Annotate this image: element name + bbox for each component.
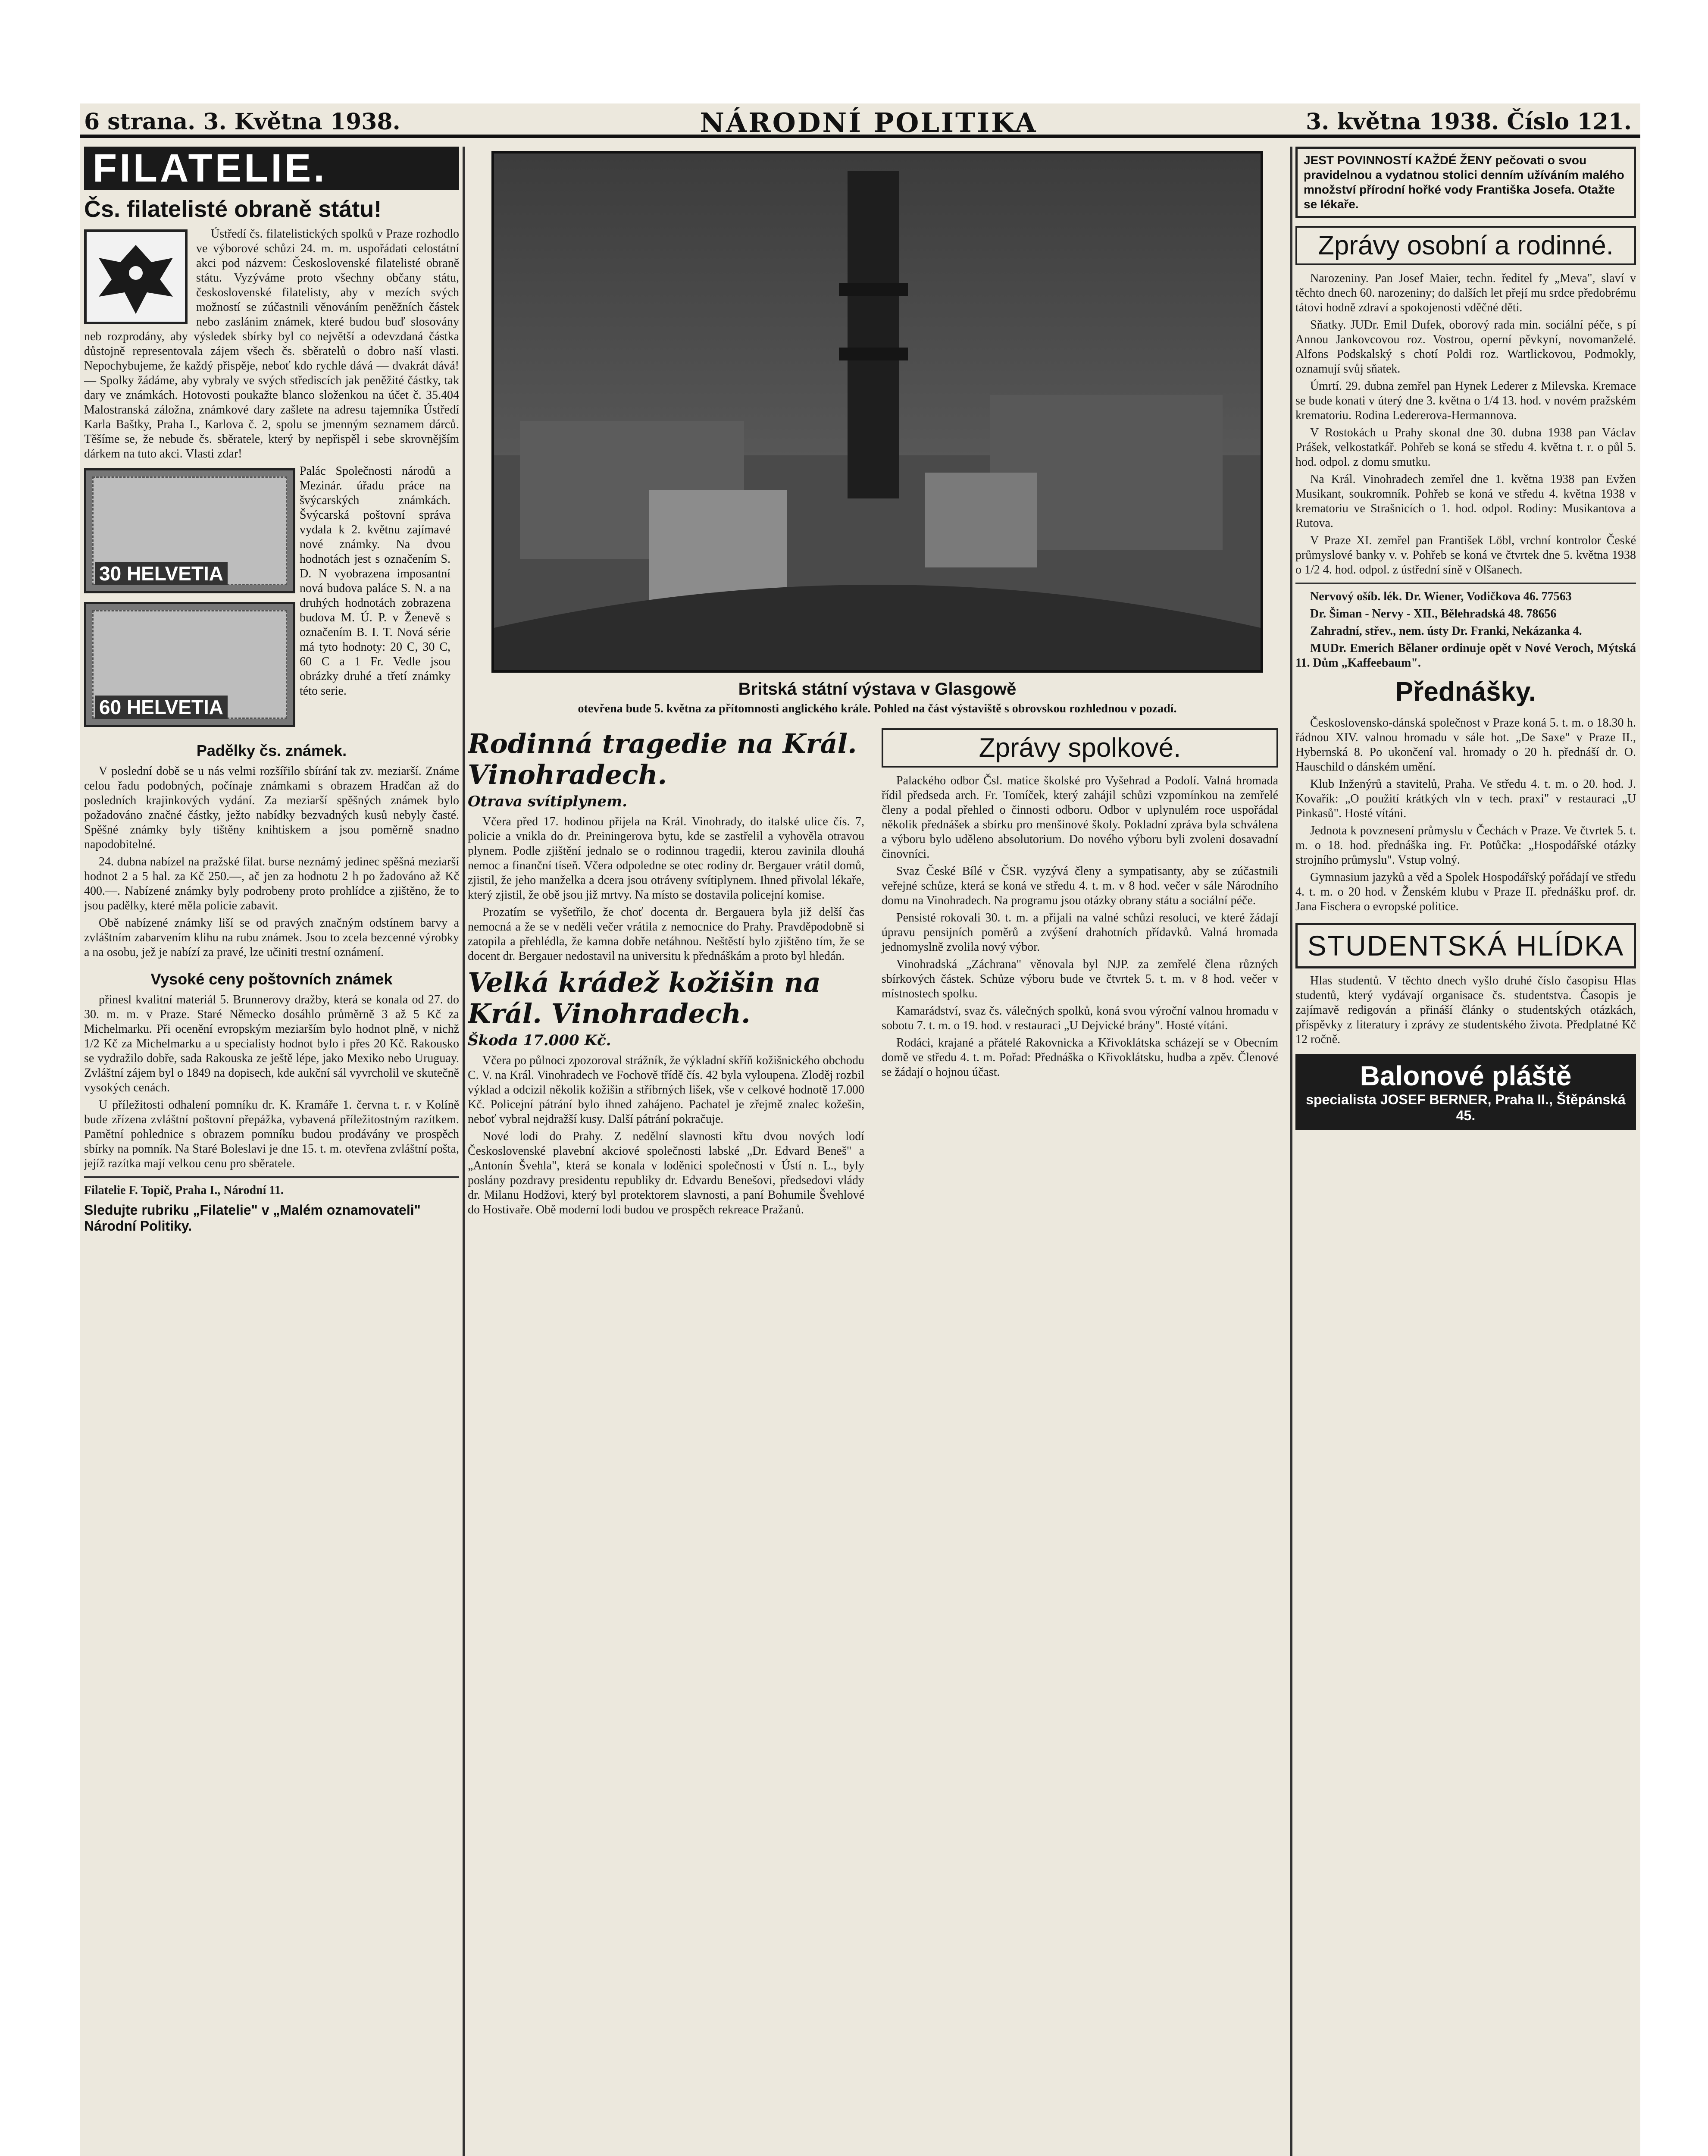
article-paragraph: Jednota k povznesení průmyslu v Čechách v Praze. Ve čtvrtek 5. t. m. o 18. hod. přednáška ing. Fr. Potůčka: „Hospodářské otázky strojního průmyslu". Vstup volný. [1295,824,1636,867]
article-paragraph: Klub Inženýrů a stavitelů, Praha. Ve středu 4. t. m. o 20. hod. J. Kovařík: „O použití krátkých vln v tech. praxi" v restauraci „U Pinkasů". Hosté vítáni. [1295,777,1636,820]
issue-date: 3. května 1938. Číslo 121. [1306,109,1632,135]
article-paragraph: V Praze XI. zemřel pan František Löbl, vrchní kontrolor České průmyslové banky v. v. Pohřeb se koná ve čtvrtek dne 5. května 1938 o 1/2 4. hod. odpol. z ústřední síně v Olšanech. [1295,534,1636,577]
article-paragraph: Vinohradská „Záchrana" věnovala byl NJP. za zemřelé člena různých sbírkových částek. Schůze výboru bude ve čtvrtek 5. t. m. v 8 hod. večer v místnostech spolku. [882,958,1278,1000]
section-heading: STUDENTSKÁ HLÍDKA [1295,923,1636,968]
article-paragraph: U příležitosti odhalení pomníku dr. K. Kramáře 1. června t. r. v Kolíně bude zřízena zvláštní poštovní přepážka, vybavená příležitostným razítkem. Pamětní pohlednice s obrazem pomníku budou prodávány ve prospěch sbírky na pomník. Na Staré Boleslavi je dne 15. t. m. otevřena zvláštní pošta, jejíž razítka mají velkou cenu pro sběratele. [84,1098,459,1170]
article-paragraph: Československo-dánská společnost v Praze koná 5. t. m. o 18.30 h. řádnou XIV. valnou hromadu v sále hot. „De Saxe" v Praze II., Hybernská 8. Po ukončení val. hromady o 20 h. přednáší dr. O. Hauschild o dánském umění. [1295,716,1636,774]
article-paragraph: Gymnasium jazyků a věd a Spolek Hospodářský pořádají ve středu 4. t. m. o 20 hod. v Ženském klubu v Praze II. přednášku prof. dr. Jana Fischera o evropské politice. [1295,871,1636,913]
page-number: 6 strana. 3. Května 1938. [84,109,400,135]
article-paragraph: Pensisté rokovali 30. t. m. a přijali na valné schůzi resoluci, ve které žádají úpravu pensijních poměrů a zvýšení drahotních přídavků. Valná hromada jednomyslně zvolila nový výbor. [882,911,1278,954]
article-body [84,993,459,1171]
newspaper-title: NÁRODNÍ POLITIKA [700,107,1038,138]
newspaper-page [80,103,1640,2156]
rubric-notice: Sledujte rubriku „Filatelie" v „Malém oznamovateli" Národní Politiky. [84,1202,421,1234]
section-heading: Zprávy spolkové. [882,728,1278,768]
article-headline: Velká krádež kožišin na Král. Vinohradech. [468,967,821,1029]
stamp-value: 60 HELVETIA [95,696,228,719]
article-body [84,764,459,960]
article-subheadline: Otrava svítiplynem. [468,793,627,810]
article-paragraph: Prozatím se vyšetřilo, že choť docenta dr. Bergauera byla již delší čas nemocná a že se v neděli večer vrátila z nemocnice do Prahy. Pravděpodobně si zatopila a přehlédla, že kamna dobře netáhnou. Neštěstí bylo zjištěno tím, že se docent dr. Bergauer nedostavil na universitu k přednáškám a proto byl hledán. [468,906,864,963]
article-headline: Rodinná tragedie na Král. Vinohradech. [468,728,857,790]
article-headline: Čs. filatelisté obraně státu! [84,196,382,222]
article-body [1295,716,1636,914]
advert-notice: JEST POVINNOSTÍ KAŽDÉ ŽENY pečovati o svou pravidelnou a vydatnou stolici denním užíváním malého množství přírodní hořké vody Františka Josefa. Otažte se lékaře. [1295,147,1636,218]
article-paragraph: 24. dubna nabízel na pražské filat. burse neznámý jedinec spěšná meziarší hodnot 2 a 5 hal. za Kč 250.—, ač jen za hodnotu 2 h po žadováno až Kč 400.—. Nabízené známky byly podrobeny proto prohlídce a zjištěno, že to jsou padělky, které měla policie zabavit. [84,855,459,912]
stamp-section [84,464,459,731]
article-body [468,1053,864,1217]
classified-ads [1295,589,1636,671]
article-paragraph: Rodáci, krajané a přátelé Rakovnicka a Křivoklátska scházejí se v Obecním domě ve středu 4. t. m. Pořad: Přednáška o Křivoklátsku, hudba a zpěv. Členové se žádají o hojnou účast. [882,1036,1278,1079]
article-body [468,815,864,964]
eagle-emblem-icon [84,229,188,324]
article-paragraph: Obě nabízené známky liší se od pravých značným odstínem barvy a zvláštním zabarvením klihu na rubu známek. Jsou to zcela bezcenné výrobky a na osobu, jež je nabízí za pravé, lze učiniti trestní oznámení. [84,916,459,959]
philately-column [84,147,459,2156]
article-body [1295,974,1636,1047]
raincoat-advert [1295,1054,1636,1130]
article-paragraph: přinesl kvalitní materiál 5. Brunnerovy dražby, která se konala od 27. do 30. m. m. v Praze. Staré Německo dosáhlo průměrně 3 až 5 Kč za Michelmarku. Při ocenění evropským meziarším bylo hodnot plně, v nichž 1/2 Kč za Michelmarku a u specialisty hodnot bylo i přes 20 Kč. Rakousko se vydražilo dobře, sada Rakouska ze ještě lépe, jako Mexiko nebo Uruguay. Zvláštní zájem byl o 1849 na dopisech, kde aukční sál vyvrcholil ve skutečně vysokých cenách. [84,993,459,1094]
news-subcolumn [468,725,864,1220]
club-news-subcolumn [882,725,1278,1082]
article-paragraph: Na Král. Vinohradech zemřel dne 1. května 1938 pan Evžen Musikant, soukromník. Pohřeb se koná ve středu 4. května 1938 v krematoriu ve Strašnicích o 1. hod. odpol. Rodiny: Musikantova a Rutova. [1295,473,1636,530]
article-paragraph: Nové lodi do Prahy. Z nedělní slavnosti křtu dvou nových lodí Československé plavební akciové společnosti labské „Dr. Edvard Beneš" a „Antonín Švehla", která se konala v loděnici společnosti v Ústí n. L., byly poslány pozdravy presidentu republiky dr. Edvardu Benešovi, předsedovi vlády dr. Milanu Hodžovi, který byl protektorem slavnosti, a paní Bohumile Švehlové do Hostivaře. Obě moderní lodi budou ve prospěch rekreace Pražanů. [468,1130,864,1216]
article-paragraph: Palackého odbor Čsl. matice školské pro Vyšehrad a Podolí. Valná hromada řídil předseda arch. Fr. Tomíček, který zahájil schůzi vzpomínkou na zemřelé členy a podal přehled o činnosti odboru. Odbor v uplynulém roce uspořádal několik přednášek a sbírku pro menšinové školy. Pokladní zpráva byla schválena a výboru bylo uděleno absolutorium. Do nového výboru byli zvoleni dosavadní činovníci. [882,774,1278,861]
stamp-value: 30 HELVETIA [95,562,228,585]
advert-title: Balonové pláště [1360,1060,1572,1091]
advert-address: specialista JOSEF BERNER, Praha II., Štěpánská 45. [1306,1092,1626,1123]
article-body [882,774,1278,1080]
article-paragraph: Ústředí čs. filatelistických spolků v Praze rozhodlo ve výborové schůzi 24. m. m. uspořádati celostátní akci pod názvem: Československé filatelisté obraně státu. Vyzýváme proto všechny občany státu, československé filatelisty, aby v mezích svých možností se zúčastnili věnováním peněžních částek nebo zaslánim známek, které budou buď slosovány neb rozprodány, aby výsledek sbírky byl co největší a odevzdaná částka důstojně representovala zájem všech čs. sběratelů o dobro naší vlasti. Nepochybujeme, že každý přispěje, neboť kdo rychle dává — dvakrát dává! — Spolky žádáme, aby vybraly ve svých střediscích jak peněžité částky, tak dary ve známkách. Hotovosti poukažte blanco složenkou na účet č. 35.404 Malostranská záložna, známkové dary zašlete na adresu tajemníka Ústředí Karla Baštky, Praha I., Karlova č. 2, spolu se jmenným seznamem dárců. Těšíme se, že nebude čs. sběratele, který by nepřispěl i sebe skrovnějším dárkem na tuto akci. Vlasti zdar! [84,227,459,461]
address-line: Filatelie F. Topič, Praha I., Národní 11. [84,1184,284,1197]
classified-ad: Nervový ošíb. lék. Dr. Wiener, Vodičkova 46. 77563 [1310,590,1572,603]
swiss-stamp-image [84,468,295,593]
article-paragraph: Svaz České Bílé v ČSR. vyzývá členy a sympatisanty, aby se zúčastnili veřejné schůze, která se koná ve středu 4. t. m. v 8 hod. večer v sále Národního domu na Vinohradech. Na programu jsou otázky obrany státu a sociální péče. [882,865,1278,907]
article-paragraph: Hlas studentů. V těchto dnech vyšlo druhé číslo časopisu Hlas studentů, který vydávají organisace čs. studentstva. Časopis je zajímavě redigován a přináší články o studentských otázkách, příspěvky z literatury i zprávy ze studentského života. Předplatné Kč 12 ročně. [1295,974,1636,1046]
glasgow-exhibition-photo [491,151,1263,673]
column-rule [463,147,465,2156]
article-paragraph: Úmrtí. 29. dubna zemřel pan Hynek Lederer z Milevska. Kremace se bude konati v úterý dne 3. května o 1/4 13. hod. v novém pražském krematoriu. Rodina Ledererova-Hermannova. [1295,379,1636,422]
article-paragraph: V poslední době se u nás velmi rozšířilo sbírání tak zv. meziarší. Známe celou řadu podobných, počínaje známkami s obrazem Hradčan až do posledních krajinkových vydání. Za meziarší spěšných známek bylo požadováno značné částky, ježto nabídky bezvadných kusů nebyly časté. Spěšné známky byly tištěny knihtiskem a jsou poměrně snadno napodobitelné. [84,765,459,851]
article-paragraph: Narozeniny. Pan Josef Maier, techn. ředitel fy „Meva", slaví v těchto dnech 60. narozeniny; do dalších let přejí mu srdce předobrému tátovi hodně zdraví a spokojenosti vděčné děti. [1295,272,1636,314]
classified-ad: Zahradní, střev., nem. ústy Dr. Franki, Nekázanka 4. [1310,624,1582,638]
article-body [1295,271,1636,577]
article-headline: Padělky čs. známek. [196,742,347,759]
philately-banner: FILATELIE. [84,147,459,190]
classified-ad: Dr. Šiman - Nervy - XII., Bělehradská 48. 78656 [1310,607,1557,620]
article-paragraph: Včera před 17. hodinou přijela na Král. Vinohrady, do italské ulice čís. 7, policie a vnikla do dr. Preiningerova bytu, kde se zastřelil a vyhověla otravou plynem. Podle zjištění jednalo se o rodinnou tragedii, kterou zavinila dlouhá nemoc a finanční tíseň. Včera odpoledne se otec rodiny dr. Bergauer vrátil domů, zjistil, že jeho manželka a dcera jsou otráveny svítiplynem. Ihned přivolal lékaře, který zjistil, že obě jsou již mrtvy. Na místo se dostavila policejní komise. [468,815,864,902]
article-headline: Vysoké ceny poštovních známek [150,970,393,988]
photo-caption-title: Britská státní výstava v Glasgowě [738,680,1017,699]
stamp-article: Palác Společnosti národů a Mezinár. úřadu práce na švýcarských známkách. Švýcarská poštovní správa vydala k 2. květnu zajímavé nové známky. Na dvou hodnotách jest s označením S. D. N vyobrazena imposantní nová budova paláce S. N. a na druhých hodnotách zobrazena budova M. Ú. P. v Ženevě s označením B. I. T. Nová série má tyto hodnoty: 20 C, 30 C, 60 C a 1 Fr. Vedle jsou obrázky druhé a třetí známky této serie. [300,464,450,698]
column-rule [1290,147,1292,2156]
article-body [84,227,459,461]
section-heading: Zprávy osobní a rodinné. [1295,226,1636,265]
article-subheadline: Škoda 17.000 Kč. [468,1032,611,1049]
center-column [468,147,1287,2156]
masthead [80,103,1640,138]
article-paragraph: Včera po půlnoci zpozoroval strážník, že výkladní skříň kožišnického obchodu C. V. na Král. Vinohradech ve Fochově třídě čís. 42 byla vyloupena. Zloděj rozbil výklad a odcizil několik kožišin a stříbrných lišek, vše v celkové hodnotě 17.000 Kč. Policejní pátrání bylo ihned zahájeno. Pachatel je zřejmě znalec kožešin, neboť vybral nejdražší kusy. Další pátrání pokračuje. [468,1054,864,1126]
photo-caption: otevřena bude 5. května za přítomnosti anglického krále. Pohled na část výstaviště s obrovskou rozhlednou v pozadí. [578,702,1177,715]
article-paragraph: V Rostokách u Prahy skonal dne 30. dubna 1938 pan Václav Prášek, velkostatkář. Pohřeb se koná se středu 4. května t. r. o půl 5. hod. odpol. z domu smutku. [1295,426,1636,469]
article-paragraph: Kamarádství, svaz čs. válečných spolků, koná svou výroční valnou hromadu v sobotu 7. t. m. o 19. hod. v restauraci „U Dejvické brány". Hosté vítáni. [882,1004,1278,1032]
article-paragraph: Sňatky. JUDr. Emil Dufek, oborový rada min. sociální péče, s pí Annou Jankovcovou roz. Vostrou, operní pěvkyní, novomanželé. Alfons Podskalský s chotí Poldi roz. Wartlickovou, Podmokly, oznamují svůj sňatek. [1295,318,1636,376]
classified-ad: MUDr. Emerich Bělaner ordinuje opět v Nové Veroch, Mýtská 11. Dům „Kaffeebaum". [1295,642,1636,670]
center-subcolumns [468,725,1287,1220]
divider [1295,583,1636,584]
right-column [1295,147,1636,2156]
divider [84,1176,459,1178]
section-heading: Přednášky. [1395,677,1536,707]
swiss-stamp-image [84,602,295,727]
